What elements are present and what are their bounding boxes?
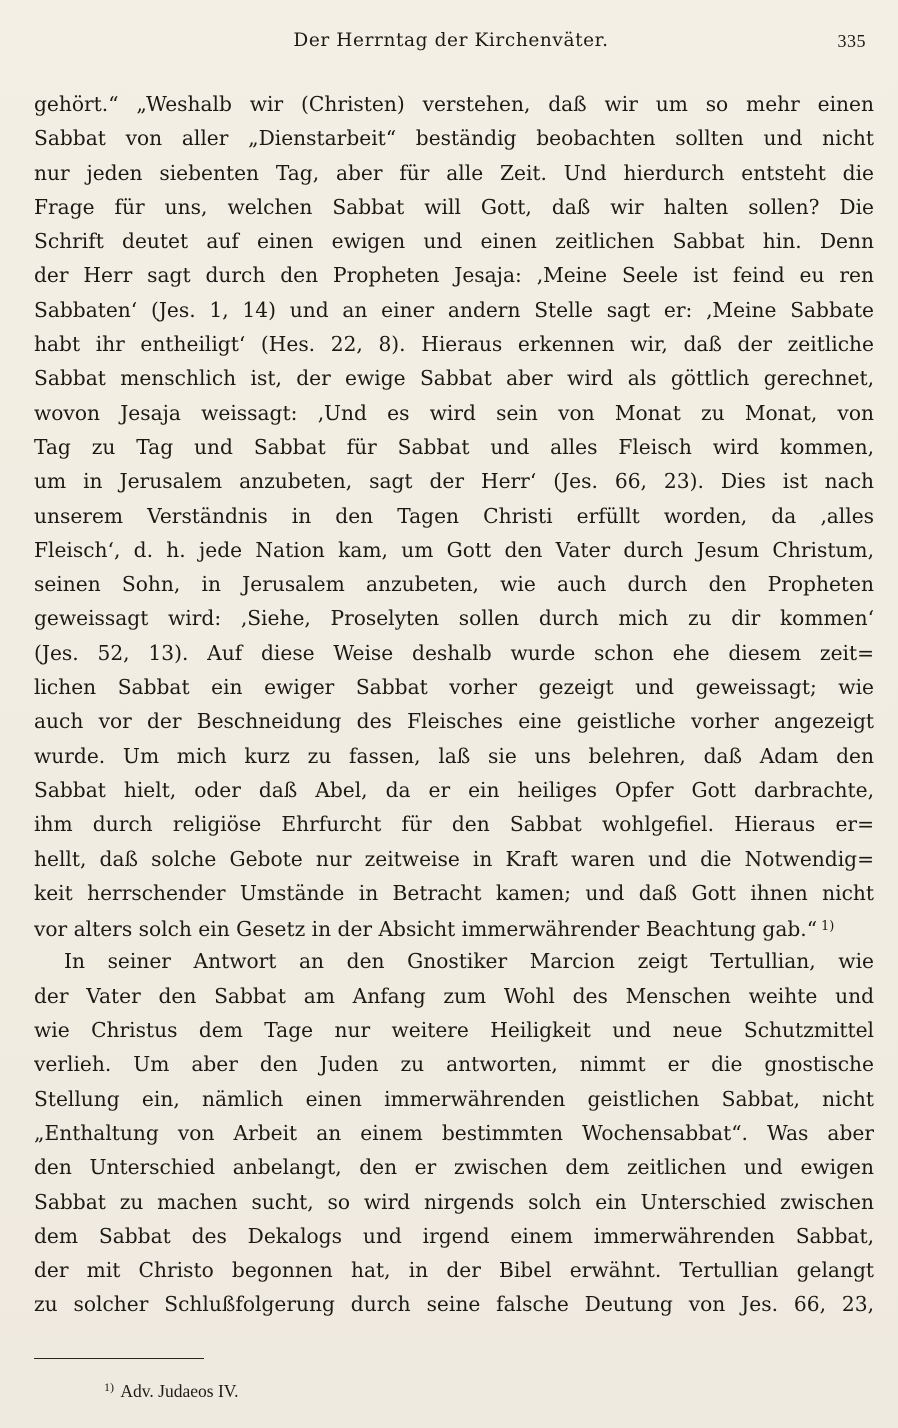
footnote-marker[interactable]: 1): [821, 919, 835, 935]
text-line: wovon Jesaja weissagt: ‚Und es wird sein von Monat zu Monat, von: [34, 400, 874, 425]
text-line: der Vater den Sabbat am Anfang zum Wohl des Menschen weihte und: [34, 983, 874, 1008]
text-line-last: [34, 910, 874, 944]
running-head: [34, 30, 868, 60]
text-line: Sabbaten‘ (Jes. 1, 14) und an einer andern Stelle sagt er: ‚Meine Sabbate: [34, 297, 874, 322]
text-line: seinen Sohn, in Jerusalem anzubeten, wie auch durch den Propheten: [34, 572, 874, 597]
text-line: ihm durch religiöse Ehrfurcht für den Sabbat wohlgefiel. Hieraus er=: [34, 812, 874, 837]
text-line: dem Sabbat des Dekalogs und irgend einem immerwährenden Sabbat,: [34, 1223, 874, 1248]
page-number: 335: [837, 31, 866, 51]
text-line: Sabbat zu machen sucht, so wird nirgends solch ein Unterschied zwischen: [34, 1189, 874, 1214]
footnote-divider: [34, 1358, 204, 1359]
text-line: „Enthaltung von Arbeit an einem bestimmten Wochensabbat“. Was aber: [34, 1120, 874, 1145]
text-line: den Unterschied anbelangt, den er zwischen dem zeitlichen und ewigen: [34, 1155, 874, 1180]
text-line: Sabbat menschlich ist, der ewige Sabbat aber wird als göttlich gerechnet,: [34, 366, 874, 391]
text-line: unserem Verständnis in den Tagen Christi erfüllt worden, da ‚alles: [34, 503, 874, 528]
text-line: habt ihr entheiligt‘ (Hes. 22, 8). Hieraus erkennen wir, daß der zeitliche: [34, 332, 874, 357]
text-line: hellt, daß solche Gebote nur zeitweise in Kraft waren und die Notwendig=: [34, 846, 874, 871]
text-line: Sabbat von aller „Dienstarbeit“ beständig beobachten sollten und nicht: [34, 126, 874, 151]
text-line: Tag zu Tag und Sabbat für Sabbat und alles Fleisch wird kommen,: [34, 434, 874, 459]
text-line: gehört.“ „Weshalb wir (Christen) verstehen, daß wir um so mehr einen: [34, 92, 874, 116]
text-line: wurde. Um mich kurz zu fassen, laß sie uns belehren, daß Adam den: [34, 743, 874, 768]
text-line: um in Jerusalem anzubeten, sagt der Herr‘ (Jes. 66, 23). Dies ist nach: [34, 469, 874, 494]
text-line: zu solcher Schlußfolgerung durch seine falsche Deutung von Jes. 66, 23,: [34, 1292, 874, 1317]
main-text: [34, 87, 874, 1322]
footnote: [104, 1380, 239, 1402]
running-title: Der Herrntag der Kirchenväter.: [293, 30, 609, 51]
text-line: nur jeden siebenten Tag, aber für alle Zeit. Und hierdurch entsteht die: [34, 160, 874, 185]
text-line: der Herr sagt durch den Propheten Jesaja: ‚Meine Seele ist feind eu ren: [34, 263, 874, 288]
text-line-content: vor alters solch ein Gesetz in der Absicht immerwährender Beachtung gab.“: [34, 917, 818, 942]
footnote-number: 1): [104, 1380, 114, 1394]
text-line: Frage für uns, welchen Sabbat will Gott, daß wir halten sollen? Die: [34, 194, 874, 219]
text-line: lichen Sabbat ein ewiger Sabbat vorher gezeigt und geweissagt; wie: [34, 675, 874, 700]
text-line: Fleisch‘, d. h. jede Nation kam, um Gott den Vater durch Jesum Christum,: [34, 537, 874, 562]
text-line: Schrift deutet auf einen ewigen und einen zeitlichen Sabbat hin. Denn: [34, 229, 874, 254]
footnote-text: Adv. Judaeos IV.: [120, 1381, 239, 1401]
text-line: keit herrschender Umstände in Betracht kamen; und daß Gott ihnen nicht: [34, 880, 874, 905]
text-line: der mit Christo begonnen hat, in der Bibel erwähnt. Tertullian gelangt: [34, 1258, 874, 1283]
text-line: Stellung ein, nämlich einen immerwährenden geistlichen Sabbat, nicht: [34, 1086, 874, 1111]
text-line: (Jes. 52, 13). Auf diese Weise deshalb wurde schon ehe diesem zeit=: [34, 640, 874, 665]
paragraph-line-first: In seiner Antwort an den Gnostiker Marcion zeigt Tertullian, wie: [64, 949, 874, 974]
text-line: geweissagt wird: ‚Siehe, Proselyten sollen durch mich zu dir kommen‘: [34, 606, 874, 631]
text-line: verlieh. Um aber den Juden zu antworten, nimmt er die gnostische: [34, 1052, 874, 1077]
text-line: wie Christus dem Tage nur weitere Heiligkeit und neue Schutzmittel: [34, 1018, 874, 1043]
text-line: auch vor der Beschneidung des Fleisches eine geistliche vorher angezeigt: [34, 709, 874, 734]
text-line: Sabbat hielt, oder daß Abel, da er ein heiliges Opfer Gott darbrachte,: [34, 777, 874, 802]
